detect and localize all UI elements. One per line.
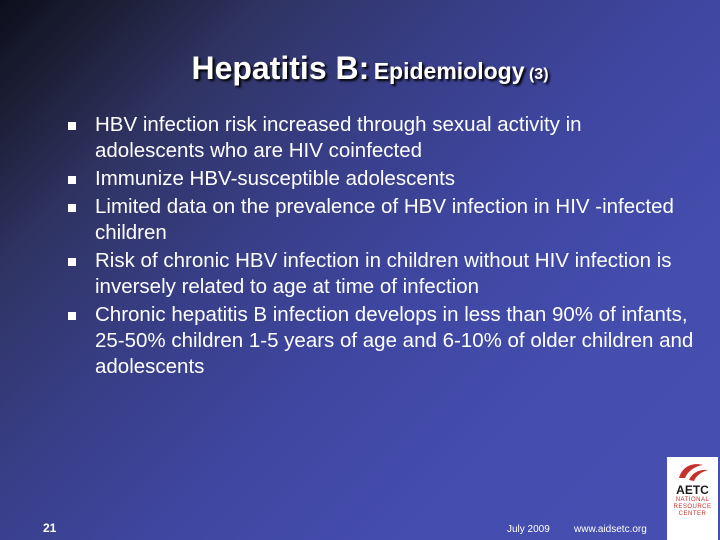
footer-url: www.aidsetc.org bbox=[574, 524, 647, 535]
title-number: (3) bbox=[528, 66, 549, 83]
aetc-logo bbox=[667, 457, 718, 540]
logo-line: CENTER bbox=[678, 511, 707, 517]
logo-wordmark: AETC bbox=[676, 483, 709, 497]
title-sub: Epidemiology bbox=[373, 58, 525, 84]
logo-line: RESOURCE bbox=[673, 504, 712, 510]
bullet-item bbox=[68, 248, 696, 300]
bullet-item bbox=[68, 302, 696, 380]
square-bullet-icon bbox=[68, 312, 76, 320]
logo-line: NATIONAL bbox=[675, 497, 710, 503]
footer-date: July 2009 bbox=[507, 524, 550, 535]
square-bullet-icon bbox=[68, 258, 76, 266]
bullet-list bbox=[68, 112, 696, 382]
page-number: 21 bbox=[43, 521, 57, 535]
title-main: Hepatitis B: bbox=[191, 50, 370, 86]
bullet-item bbox=[68, 112, 696, 164]
bullet-text: HBV infection risk increased through sexual activity in adolescents who are HIV coinfected bbox=[95, 113, 582, 162]
slide-title bbox=[0, 50, 720, 87]
square-bullet-icon bbox=[68, 176, 76, 184]
bullet-text: Immunize HBV-susceptible adolescents bbox=[95, 167, 456, 190]
bullet-item bbox=[68, 166, 696, 192]
bullet-text: Risk of chronic HBV infection in children without HIV infection is inversely related to age at time of infection bbox=[95, 249, 672, 298]
bullet-text: Chronic hepatitis B infection develops in less than 90% of infants, 25-50% children 1-5 years of age and 6-10% of older children and adolescents bbox=[95, 303, 694, 378]
square-bullet-icon bbox=[68, 122, 76, 130]
bullet-item bbox=[68, 194, 696, 246]
square-bullet-icon bbox=[68, 204, 76, 212]
bullet-text: Limited data on the prevalence of HBV infection in HIV -infected children bbox=[95, 195, 674, 244]
aetc-swirl-icon bbox=[676, 461, 710, 483]
